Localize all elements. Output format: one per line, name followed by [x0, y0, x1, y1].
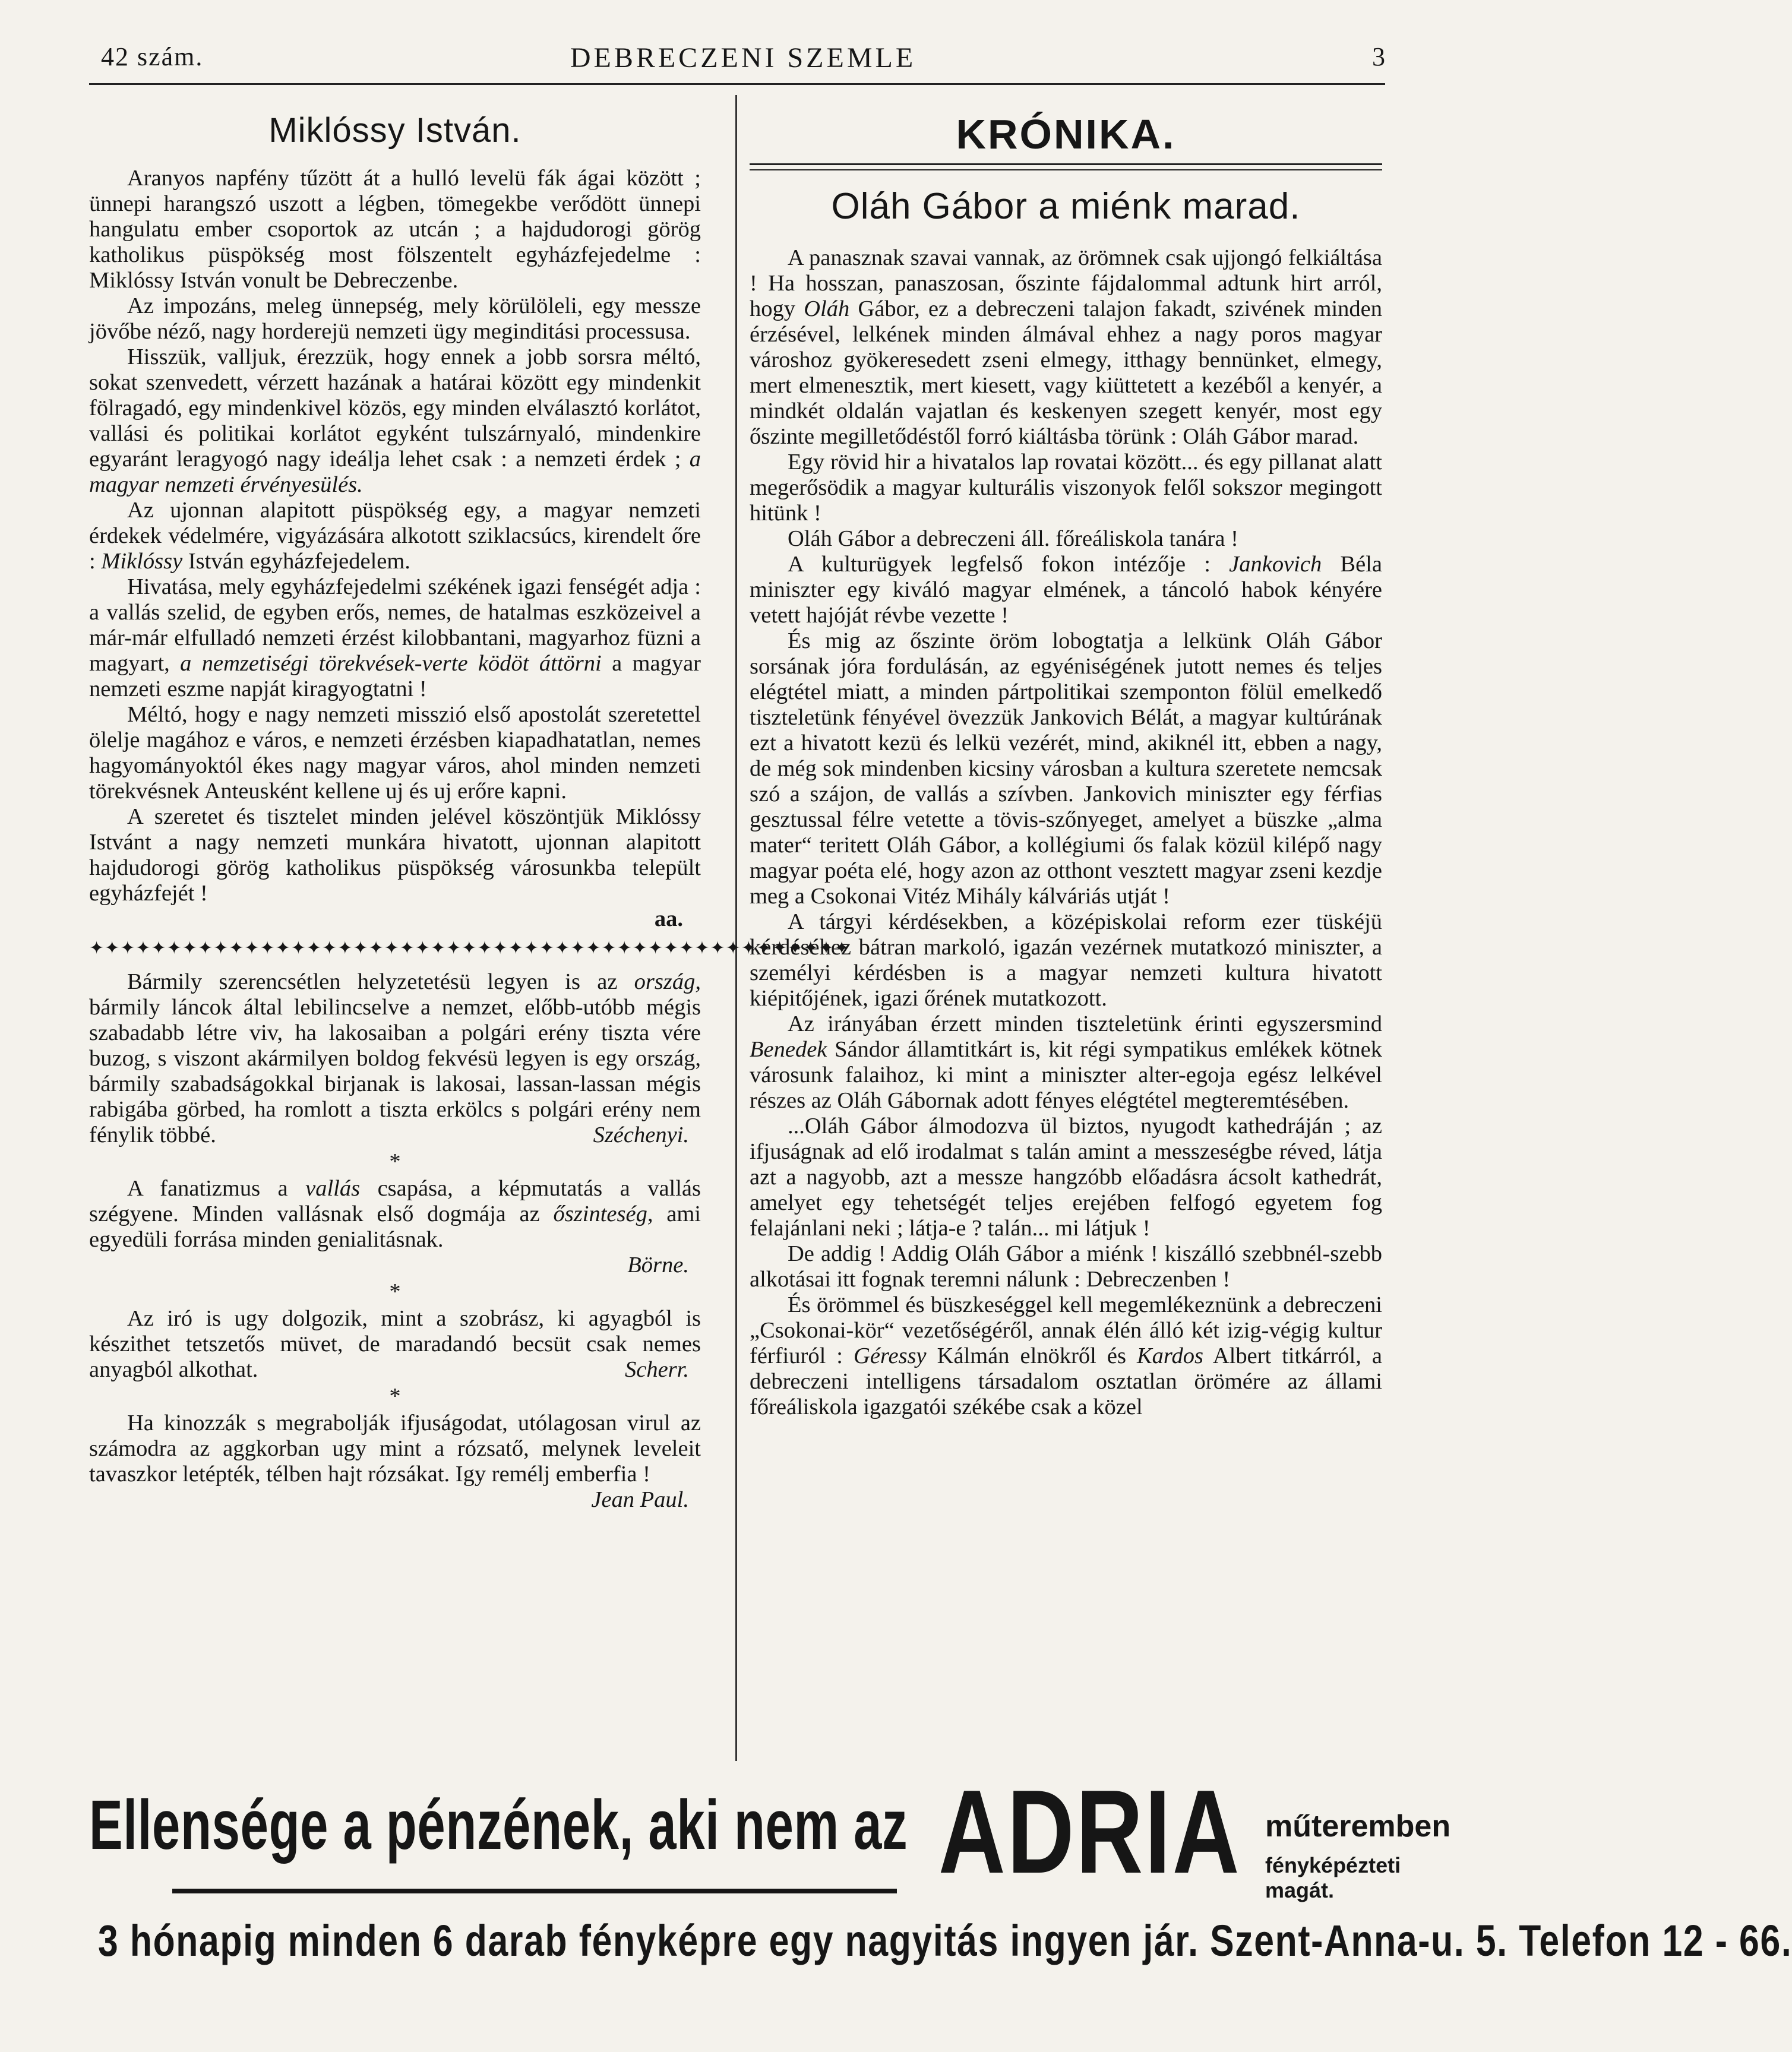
- journal-title: DEBRECZENI SZEMLE: [570, 42, 916, 74]
- ad-studio-line2: fényképézteti magát.: [1265, 1853, 1401, 1902]
- star-separator: *: [389, 1384, 401, 1409]
- paragraph: Hisszük, valljuk, érezzük, hogy ennek a jobb sorsra méltó, sokat szenvedett, vérzett hazának a határai között egy mindenkit fölragadó, egy mindenkivel közös, egy minden elválasztó korlátot, vallási és politikai korlátot egyként tulszárnyaló, mindenkire egyaránt leragyogó nagy ideálja lehet csak : a nemzeti érdek ; a magyar nemzeti érvényesülés.: [89, 344, 701, 497]
- paragraph: A szeretet és tisztelet minden jelével köszöntjük Miklóssy Istvánt a nagy nemzeti munkára hivatott, ujonnan alapitott hajdudorogi görög katholikus püspökség városunkba települt egyházfejét !: [89, 804, 701, 906]
- quote-attribution: Jean Paul.: [591, 1487, 689, 1512]
- star-separator: *: [389, 1149, 401, 1174]
- paragraph: Aranyos napfény tűzött át a hulló levelü fák ágai között ; ünnepi harangszó uszott a légben, tömegekbe verődött ünnepi hangulatu ember csoportok az utcán ; a hajdudorogi görög katholikus püspökség most fölszentelt egyházfejedelme : Miklóssy István vonult be Debreczenbe.: [89, 166, 701, 293]
- quote-szechenyi: Bármily szerencsétlen helyzetetésü legyen is az ország, bármily láncok által lebilincselve a nemzet, előbb-utóbb mégis szabadabb létre viv, ha lakosaiban a polgári erény tiszta vére buzog, s viszont akármilyen boldog fekvésü legyen is egy ország, bármily szabadságokkal birjanak is lakosai, lassan-lassan mégis rabigába görbed, ha romlott a tiszta erkölcs s polgári erény nem fénylik többé. Széchenyi.: [89, 969, 701, 1147]
- quote-attribution: Széchenyi.: [593, 1123, 689, 1147]
- article-signature: aa.: [654, 906, 683, 931]
- paragraph: Az irányában érzett minden tiszteletünk érinti egyszersmind Benedek Sándor államtitkárt is, kit régi sympatikus emlékek kötnek városunk falaihoz, ki mint a miniszter alter-egoja egész lelkével részes az Oláh Gábornak adott fényes elégtétel megteremtésében.: [750, 1011, 1382, 1113]
- paragraph: Egy rövid hir a hivatalos lap rovatai között... és egy pillanat alatt megerősödik a magyar kulturális viszonyok felől sokszor megingott hitünk !: [750, 450, 1382, 526]
- column-divider: [735, 95, 737, 1761]
- quote-attribution: Scherr.: [625, 1357, 689, 1382]
- section-heading: KRÓNIKA.: [956, 111, 1176, 157]
- paragraph: És mig az őszinte öröm lobogtatja a lelkünk Oláh Gábor sorsának jóra fordulásán, az egyéniségének jutott nemes és teljes elégtétel miatt, a minden pártpolitikai szemponton fölül emelkedő tiszteletünk fényével övezzük Jankovich Bélát, a magyar kultúrának ezt a hivatott kezü és lelkü vezérét, mind, akiknél itt, ebben a nagy, de még sok mindenben kicsiny városban a kultura szeretete nemcsak szó a szájon, de vallás a szívben. Jankovich miniszter egy férfias gesztussal félre vetette a tövis-szőnyeget, amelyet a büszke „alma mater“ teritett Oláh Gábor, a kollégiumi ős falak közül kilépő nagy magyar poéta elé, hogy azon az otthont vesztett magyar zseni kezdje meg a Csokonai Vitéz Mihály kálváriás utját !: [750, 628, 1382, 909]
- page-header: [101, 42, 1385, 84]
- left-column: [89, 104, 850, 1513]
- article-title: Oláh Gábor a miénk marad.: [831, 186, 1301, 227]
- ornamental-divider: ✦✦✦✦✦✦✦✦✦✦✦✦✦✦✦✦✦✦✦✦✦✦✦✦✦✦✦✦✦✦✦✦✦✦✦✦✦✦✦✦✦✦✦✦✦✦✦✦✦: [89, 938, 850, 958]
- ad-underline: [172, 1889, 897, 1893]
- paragraph: A tárgyi kérdésekben, a középiskolai reform ezer tüskéjü kérdéséhez bátran markoló, igazán vezérnek mutatkozó miniszter, a személyi kérdésben is a magyar nemzeti kultura hivatott kiépitőjének, igazi őrének mutatkozott.: [750, 909, 1382, 1011]
- page-number: 3: [1372, 42, 1385, 71]
- star-separator: *: [389, 1279, 401, 1304]
- paragraph: Méltó, hogy e nagy nemzeti misszió első apostolát szeretettel ölelje magához e város, e nemzeti érzésben kiapadhatatlan, nemes hagyományoktól ékes nagy magyar város, ahol minden nemzeti törekvésnek Anteusként kellene uj és uj erőre kapni.: [89, 702, 701, 804]
- quote-jean-paul: Ha kinozzák s megrabolják ifjuságodat, utólagosan virul az számodra az aggkorban ugy mint a rózsatő, melynek leveleit tavaszkor letépték, télben hajt rózsákat. Igy remélj emberfia !: [89, 1411, 701, 1487]
- header-rule: [89, 83, 1385, 85]
- ad-offer: 3 hónapig minden 6 darab fényképre egy nagyitás ingyen jár. Szent-Anna-u. 5. Telefon 12 - 66.: [98, 1916, 1792, 1965]
- paragraph: A panasznak szavai vannak, az örömnek csak ujjongó felkiáltása ! Ha hosszan, panaszosan, őszinte fájdalommal adtunk hirt arról, hogy Oláh Gábor, ez a debreczeni talajon fakadt, szivének minden érzésével, lelkének minden álmával ehhez a nagy poros magyar városhoz gyökeresedett zseni elmegy, itthagy bennünket, elmegy, mert elmenesztik, mert kiesett, vagy kiüttetett a kezéből a kenyér, a mindkét oldalán vajatlan és keskenyen szegett kenyér, most egy őszinte megilletődéstől forró kiáltásba törünk : Oláh Gábor marad.: [750, 245, 1382, 449]
- issue-number: 42 szám.: [101, 42, 204, 71]
- paragraph: De addig ! Addig Oláh Gábor a miénk ! kiszálló szebbnél-szebb alkotásai itt fognak teremni nálunk : Debreczenben !: [750, 1241, 1382, 1292]
- ad-headline: Ellensége a pénzének, aki nem az: [89, 1786, 908, 1864]
- paragraph: Az ujonnan alapitott püspökség egy, a magyar nemzeti érdekek védelmére, vigyázására alkotott sziklacsúcs, kirendelt őre : Miklóssy István egyházfejedelem.: [89, 498, 701, 574]
- ad-studio-line1: műteremben: [1265, 1809, 1451, 1844]
- paragraph: És örömmel és büszkeséggel kell megemlékeznünk a debreczeni „Csokonai-kör“ vezetőségéről, annak élén álló két izig-végig kultur férfiuról : Géressy Kálmán elnökről és Kardos Albert titkárról, a debreczeni intelligens társadalom osztatlan örömére az állami főreáliskola igazgatói székébe csak a közel: [750, 1292, 1382, 1419]
- paragraph: Hivatása, mely egyházfejedelmi székének igazi fenségét adja : a vallás szelid, de egyben erős, nemes, de hatalmas eszközeivel a már-már elfulladó nemzeti érzést kilobbantani, magyarhoz füzni a magyart, a nemzetiségi törekvések-verte ködöt áttörni a magyar nemzeti eszme napját kiragyogtatni !: [89, 574, 701, 701]
- paragraph: ...Oláh Gábor álmodozva ül biztos, nyugodt kathedráján ; az ifjuságnak ad elő irodalmat s talán amint a messzeségbe réved, látja azt a nagyobb, azt a messze hangzóbb előadásra ácsolt kathedrát, amelyet egy tehetségét teljes erejében felfogó egyetem fog felajánlani neki ; látja-e ? talán... mi látjuk !: [750, 1114, 1382, 1241]
- article-title: Miklóssy István.: [268, 111, 522, 150]
- paragraph: Oláh Gábor a debreczeni áll. főreáliskola tanára !: [788, 526, 1238, 551]
- right-column: [750, 104, 1382, 1420]
- paragraph: Az impozáns, meleg ünnepség, mely körülöleli, egy messze jövőbe néző, nagy horderejü nemzeti ügy meginditási processusa.: [89, 293, 701, 344]
- section-rule: [750, 163, 1382, 170]
- quote-borne: A fanatizmus a vallás csapása, a képmutatás a vallás szégyene. Minden vallásnak első dogmája az őszinteség, ami egyedüli forrása minden genialitásnak.: [89, 1176, 701, 1252]
- advertisement: [89, 1766, 1792, 2010]
- quote-attribution: Börne.: [627, 1253, 689, 1278]
- ad-brand: ADRIA: [938, 1766, 1241, 1898]
- paragraph: A kulturügyek legfelső fokon intézője : Jankovich Béla miniszter egy kiváló magyar elmének, a táncoló habok kényére vetett hajóját révbe vezette !: [750, 552, 1382, 628]
- quote-scherr: Az iró is ugy dolgozik, mint a szobrász, ki agyagból is készithet tetszetős müvet, de maradandó becsüt csak nemes anyagból alkothat. Scherr.: [89, 1306, 701, 1382]
